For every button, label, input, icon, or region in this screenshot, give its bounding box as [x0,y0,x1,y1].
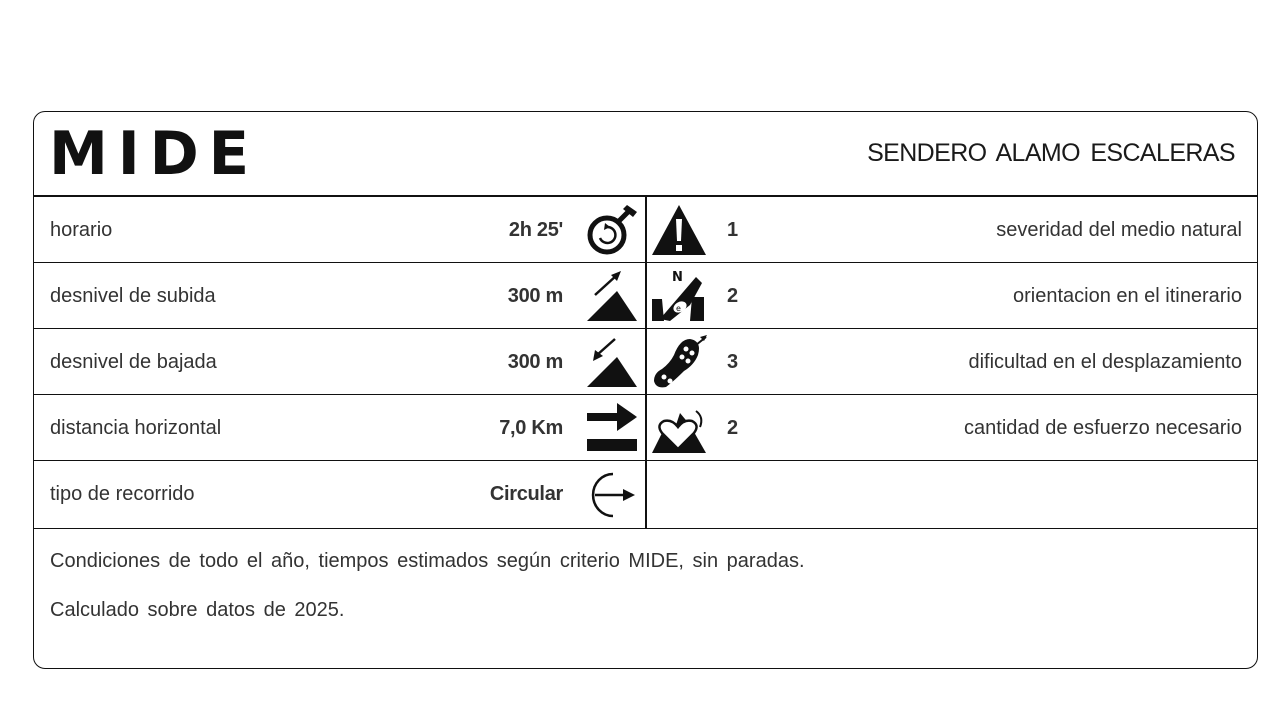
row-label: desnivel de subida [50,285,216,307]
row-right-label: dificultad en el desplazamiento [968,351,1242,373]
card-footer [50,550,805,648]
orientation-compass-icon [650,269,708,323]
mide-logo [49,128,264,182]
row-label: desnivel de bajada [50,351,217,373]
heart-effort-icon [650,401,708,455]
mide-card [33,111,1258,669]
row-label: tipo de recorrido [50,483,195,505]
row-horario [34,197,1257,263]
row-value: 2h 25' [508,219,563,241]
footer-calculated: Calculado sobre datos de 2025. [50,599,345,621]
row-value: 7,0 Km [499,417,563,439]
row-number: 1 [727,219,739,241]
row-right-label: orientacion en el itinerario [1012,285,1242,307]
row-right-label: cantidad de esfuerzo necesario [964,417,1242,439]
footprint-icon [650,335,708,389]
row-tipo-recorrido [34,461,1257,529]
row-value: 300 m [507,351,563,373]
row-number: 2 [727,417,739,439]
svg-text:N: N [672,270,683,285]
row-right-label: severidad del medio natural [996,219,1242,241]
row-desnivel-bajada [34,329,1257,395]
distance-arrow-icon [583,401,639,455]
row-number: 2 [727,285,739,307]
row-label: horario [50,219,113,241]
row-distancia-horizontal [34,395,1257,461]
footer-conditions: Condiciones de todo el año, tiempos estimados según criterio MIDE, sin paradas. [50,550,805,572]
row-number: 3 [727,351,739,373]
svg-text:e: e [676,304,681,313]
row-desnivel-subida [34,263,1257,329]
card-header [34,112,1257,197]
warning-triangle-icon [650,203,708,257]
mide-logo-text: MIDE [49,128,259,182]
ascent-slope-icon [583,269,639,323]
row-label: distancia horizontal [50,417,222,439]
descent-slope-icon [583,335,639,389]
stopwatch-icon [583,203,639,257]
trail-title: SENDERO ALAMO ESCALERAS [867,139,1235,167]
circular-route-icon [583,467,639,521]
row-value: 300 m [507,285,563,307]
row-value: Circular [489,483,563,505]
